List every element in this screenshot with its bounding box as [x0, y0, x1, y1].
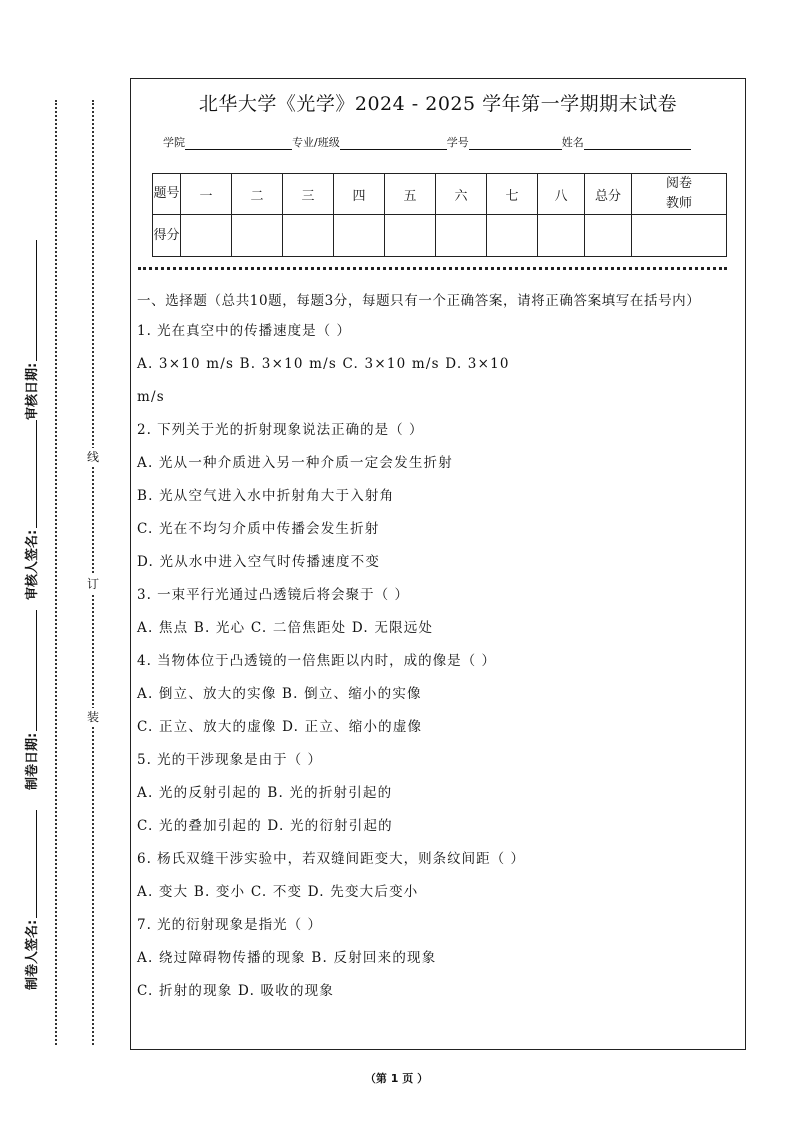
reviewer-signature-blank[interactable] — [24, 420, 37, 528]
exam-paper — [130, 78, 746, 1050]
score-cell-grader[interactable] — [632, 215, 727, 257]
compile-date-blank[interactable] — [24, 610, 37, 731]
question-2-option-d: D. 光从水中进入空气时传播速度不变 — [137, 554, 381, 570]
question-5-options-cd: C. 光的叠加引起的 D. 光的衍射引起的 — [137, 818, 393, 834]
score-cell[interactable] — [283, 215, 334, 257]
col-6: 六 — [436, 174, 487, 215]
question-2-option-b: B. 光从空气进入水中折射角大于入射角 — [137, 488, 395, 504]
question-1-options: A. 3×10 m/s B. 3×10 m/s C. 3×10 m/s D. 3×10 — [137, 356, 510, 372]
score-cell-total[interactable] — [585, 215, 632, 257]
question-7-options-cd: C. 折射的现象 D. 吸收的现象 — [137, 983, 335, 999]
col-grader: 阅卷教师 — [632, 174, 727, 215]
score-cell[interactable] — [487, 215, 538, 257]
question-5-options-ab: A. 光的反射引起的 B. 光的折射引起的 — [137, 785, 393, 801]
compile-date-label: 制卷日期: — [24, 732, 40, 790]
score-cell[interactable] — [385, 215, 436, 257]
student-info-row — [163, 134, 691, 150]
compile-date-field — [19, 610, 41, 790]
exam-title: 北华大学《光学》2024 - 2025 学年第一学期期末试卷 — [198, 93, 678, 115]
question-3: 3. 一束平行光通过凸透镜后将会聚于（ ） — [137, 587, 409, 603]
col-8: 八 — [538, 174, 585, 215]
major-class-label: 专业/班级 — [292, 136, 340, 149]
binding-char-install: 装 — [86, 710, 99, 724]
binding-line-inner — [92, 100, 94, 1045]
score-table — [152, 173, 727, 257]
compiler-signature-field — [19, 810, 41, 990]
major-class-input[interactable] — [340, 137, 447, 150]
review-date-blank[interactable] — [24, 240, 37, 361]
question-4: 4. 当物体位于凸透镜的一倍焦距以内时，成的像是（ ） — [137, 653, 496, 669]
review-date-field — [19, 240, 41, 420]
section-heading: 一、选择题（总共10题，每题3分，每题只有一个正确答案，请将正确答案填写在括号内） — [137, 293, 701, 309]
question-5: 5. 光的干涉现象是由于（ ） — [137, 752, 322, 768]
question-2-option-c: C. 光在不均匀介质中传播会发生折射 — [137, 521, 380, 537]
reviewer-signature-label: 审核人签名: — [24, 529, 40, 600]
question-3-options: A. 焦点 B. 光心 C. 二倍焦距处 D. 无限远处 — [137, 620, 434, 636]
score-cell[interactable] — [181, 215, 232, 257]
question-2-option-a: A. 光从一种介质进入另一种介质一定会发生折射 — [137, 455, 453, 471]
binding-char-line: 线 — [86, 450, 99, 464]
compiler-signature-label: 制卷人签名: — [24, 919, 40, 990]
questions-content — [137, 289, 737, 1012]
compiler-signature-blank[interactable] — [24, 810, 37, 918]
score-cell[interactable] — [232, 215, 283, 257]
name-label: 姓名 — [561, 136, 584, 149]
college-input[interactable] — [185, 137, 292, 150]
question-4-options-ab: A. 倒立、放大的实像 B. 倒立、缩小的实像 — [137, 686, 422, 702]
name-input[interactable] — [584, 137, 691, 150]
student-id-input[interactable] — [469, 137, 562, 150]
question-4-options-cd: C. 正立、放大的虚像 D. 正立、缩小的虚像 — [137, 719, 423, 735]
question-2: 2. 下列关于光的折射现象说法正确的是（ ） — [137, 422, 424, 438]
question-7: 7. 光的衍射现象是指光（ ） — [137, 917, 322, 933]
binding-char-bind: 订 — [86, 577, 99, 591]
question-number-header: 题号 — [153, 174, 181, 215]
col-4: 四 — [334, 174, 385, 215]
score-cell[interactable] — [334, 215, 385, 257]
review-date-label: 审核日期: — [24, 362, 40, 420]
binding-line-outer — [55, 100, 57, 1045]
score-table-header-row — [153, 174, 727, 215]
question-6-options: A. 变大 B. 变小 C. 不变 D. 先变大后变小 — [137, 884, 419, 900]
col-5: 五 — [385, 174, 436, 215]
score-cell[interactable] — [538, 215, 585, 257]
col-7: 七 — [487, 174, 538, 215]
student-id-label: 学号 — [446, 136, 469, 149]
col-total: 总分 — [585, 174, 632, 215]
reviewer-signature-field — [19, 420, 41, 600]
question-1: 1. 光在真空中的传播速度是（ ） — [137, 323, 351, 339]
question-1-options-cont: m/s — [137, 389, 165, 405]
score-cell[interactable] — [436, 215, 487, 257]
dotted-separator — [138, 267, 727, 270]
col-1: 一 — [181, 174, 232, 215]
college-label: 学院 — [163, 136, 185, 149]
col-3: 三 — [283, 174, 334, 215]
col-2: 二 — [232, 174, 283, 215]
question-6: 6. 杨氏双缝干涉实验中，若双缝间距变大，则条纹间距（ ） — [137, 851, 525, 867]
page-number: （第 1 页 ） — [364, 1072, 429, 1085]
score-row-header: 得分 — [153, 215, 181, 257]
question-7-options-ab: A. 绕过障碍物传播的现象 B. 反射回来的现象 — [137, 950, 437, 966]
score-table-score-row — [153, 215, 727, 257]
